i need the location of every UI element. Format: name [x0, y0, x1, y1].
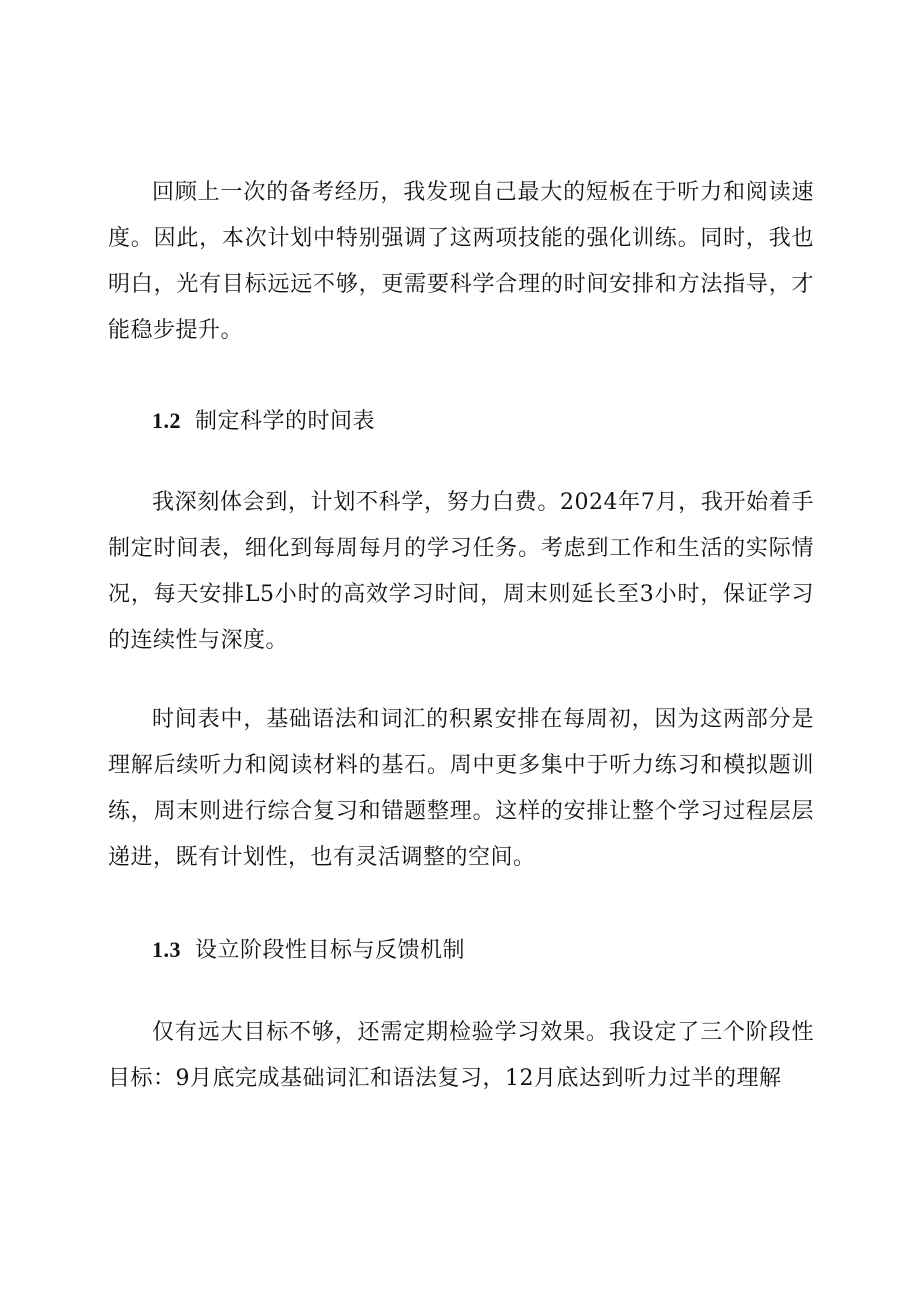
section-number: 1.3	[152, 937, 181, 962]
section-title: 设立阶段性目标与反馈机制	[195, 938, 466, 963]
section-number: 1.2	[152, 408, 181, 433]
paragraph-schedule: 我深刻体会到，计划不科学，努力白费。2024年7月，我开始着手制定时间表，细化到每周每月的学习任务。考虑到工作和生活的实际情况，每天安排L5小时的高效学习时间，周末则延长至3小时，保证学习的连续性与深度。	[108, 490, 814, 653]
section-heading-1-2	[152, 406, 375, 437]
paragraph-milestones: 仅有远大目标不够，还需定期检验学习效果。我设定了三个阶段性目标：9月底完成基础词汇和语法复习，12月底达到听力过半的理解	[108, 1020, 814, 1091]
section-title: 制定科学的时间表	[195, 409, 376, 434]
paragraph-review: 回顾上一次的备考经历，我发现自己最大的短板在于听力和阅读速度。因此，本次计划中特别强调了这两项技能的强化训练。同时，我也明白，光有目标远远不够，更需要科学合理的时间安排和方法指导，才能稳步提升。	[108, 180, 814, 343]
section-heading-1-3	[152, 935, 465, 966]
paragraph-timetable: 时间表中，基础语法和词汇的积累安排在每周初，因为这两部分是理解后续听力和阅读材料的基石。周中更多集中于听力练习和模拟题训练，周末则进行综合复习和错题整理。这样的安排让整个学习过程层层递进，既有计划性，也有灵活调整的空间。	[108, 707, 814, 870]
